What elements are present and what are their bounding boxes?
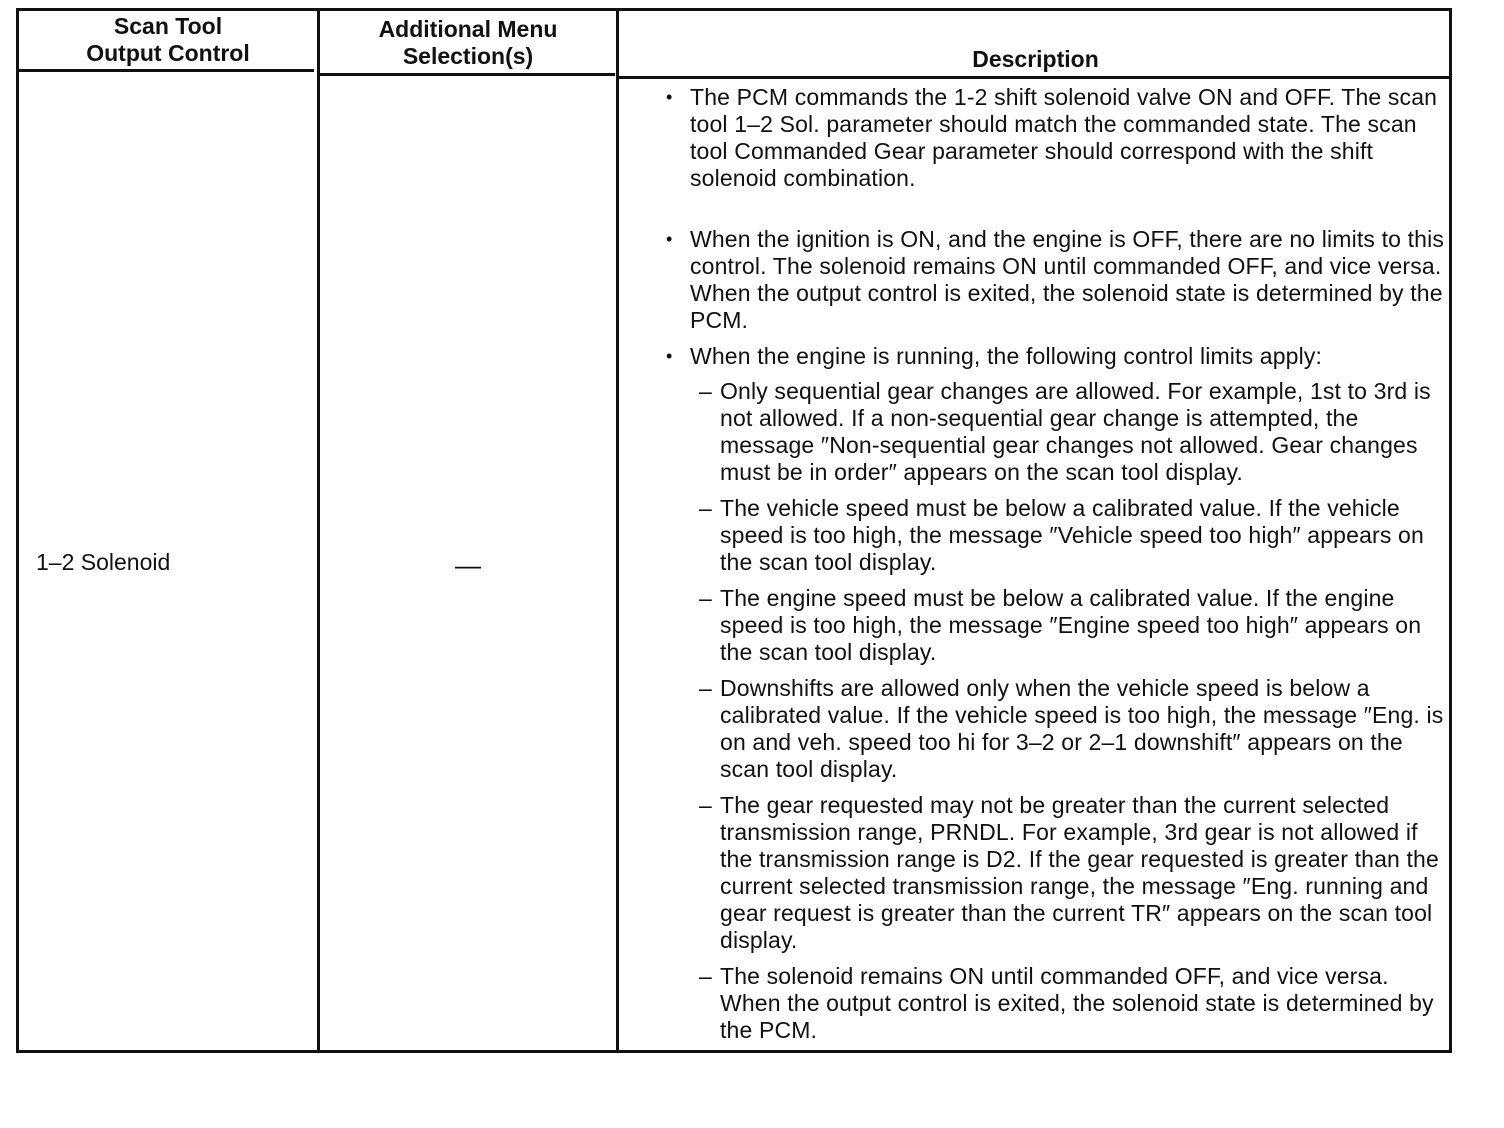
limit-text: The gear requested may not be greater than the current selected transmission range, PRNDL. For example, 3rd gear is not allowed if the transmission range is D2. If the gear requested is greater than the current selected transmission range, the message ″Eng. running and gear request is greater than the current TR″ appears on the scan tool display. [720, 792, 1439, 953]
dash-marker: – [699, 963, 712, 989]
bullet-text: The PCM commands the 1-2 shift solenoid valve ON and OFF. The scan tool 1–2 Sol. parameter should match the commanded state. The scan tool Commanded Gear parameter should correspond with the shift solenoid combination. [690, 84, 1438, 191]
dash-marker: – [699, 378, 712, 404]
header-rule-col2 [317, 73, 615, 76]
header-menu-selections-line1: Additional Menu [378, 16, 558, 42]
header-description-text: Description [972, 46, 1099, 72]
limit-text: Only sequential gear changes are allowed. For example, 1st to 3rd is not allowed. If a non-sequential gear change is attempted, the message ″Non-sequential gear changes not allowed. Gear changes must be in order″ appears on the scan tool display. [720, 378, 1431, 485]
limit-text: The solenoid remains ON until commanded OFF, and vice versa. When the output control is exited, the solenoid state is determined by the PCM. [720, 963, 1434, 1043]
column-divider-2 [616, 11, 619, 1050]
header-rule-col3 [616, 76, 1449, 79]
header-menu-selections-line2: Selection(s) [402, 43, 534, 69]
dash-marker: – [699, 675, 712, 701]
dash-marker: – [699, 495, 712, 521]
limit-item-4 [664, 675, 1449, 783]
menu-selection-value: — [455, 550, 481, 580]
bullet-text: When the ignition is ON, and the engine is OFF, there are no limits to this control. The solenoid remains ON until commanded OFF, and vice versa. When the output control is exited, the solenoid state is determined by the PCM. [690, 226, 1444, 333]
description-bullet-1 [664, 84, 1449, 192]
description-bullet-2 [664, 226, 1449, 334]
dash-marker: – [699, 585, 712, 611]
header-output-control-line2: Output Control [86, 40, 250, 66]
description-bullet-3 [664, 343, 1449, 370]
header-description [619, 46, 1452, 73]
header-output-control [19, 13, 317, 67]
header-menu-selections [320, 16, 616, 70]
limit-item-5 [664, 792, 1449, 954]
output-control-value: 1–2 Solenoid [36, 549, 171, 575]
bullet-marker: • [666, 87, 673, 107]
header-rule-col1 [19, 69, 314, 72]
bullet-text: When the engine is running, the following control limits apply: [690, 343, 1323, 369]
dash-marker: – [699, 792, 712, 818]
limit-text: Downshifts are allowed only when the vehicle speed is below a calibrated value. If the vehicle speed is too high, the message ″Eng. is on and veh. speed too hi for 3–2 or 2–1 downshift″ appears on the scan tool display. [720, 675, 1444, 782]
bullet-marker: • [666, 346, 673, 366]
limit-item-2 [664, 495, 1449, 576]
header-output-control-line1: Scan Tool [113, 13, 223, 39]
limit-item-1 [664, 378, 1449, 486]
limit-item-3 [664, 585, 1449, 666]
output-control-table [16, 8, 1452, 1053]
limit-item-6 [664, 963, 1449, 1044]
description-cell [664, 84, 1449, 1044]
column-divider-1 [317, 11, 320, 1050]
limit-text: The vehicle speed must be below a calibrated value. If the vehicle speed is too high, the message ″Vehicle speed too high″ appears on the scan tool display. [720, 495, 1424, 575]
bullet-marker: • [666, 229, 673, 249]
limit-text: The engine speed must be below a calibrated value. If the engine speed is too high, the message ″Engine speed too high″ appears on the scan tool display. [720, 585, 1422, 665]
